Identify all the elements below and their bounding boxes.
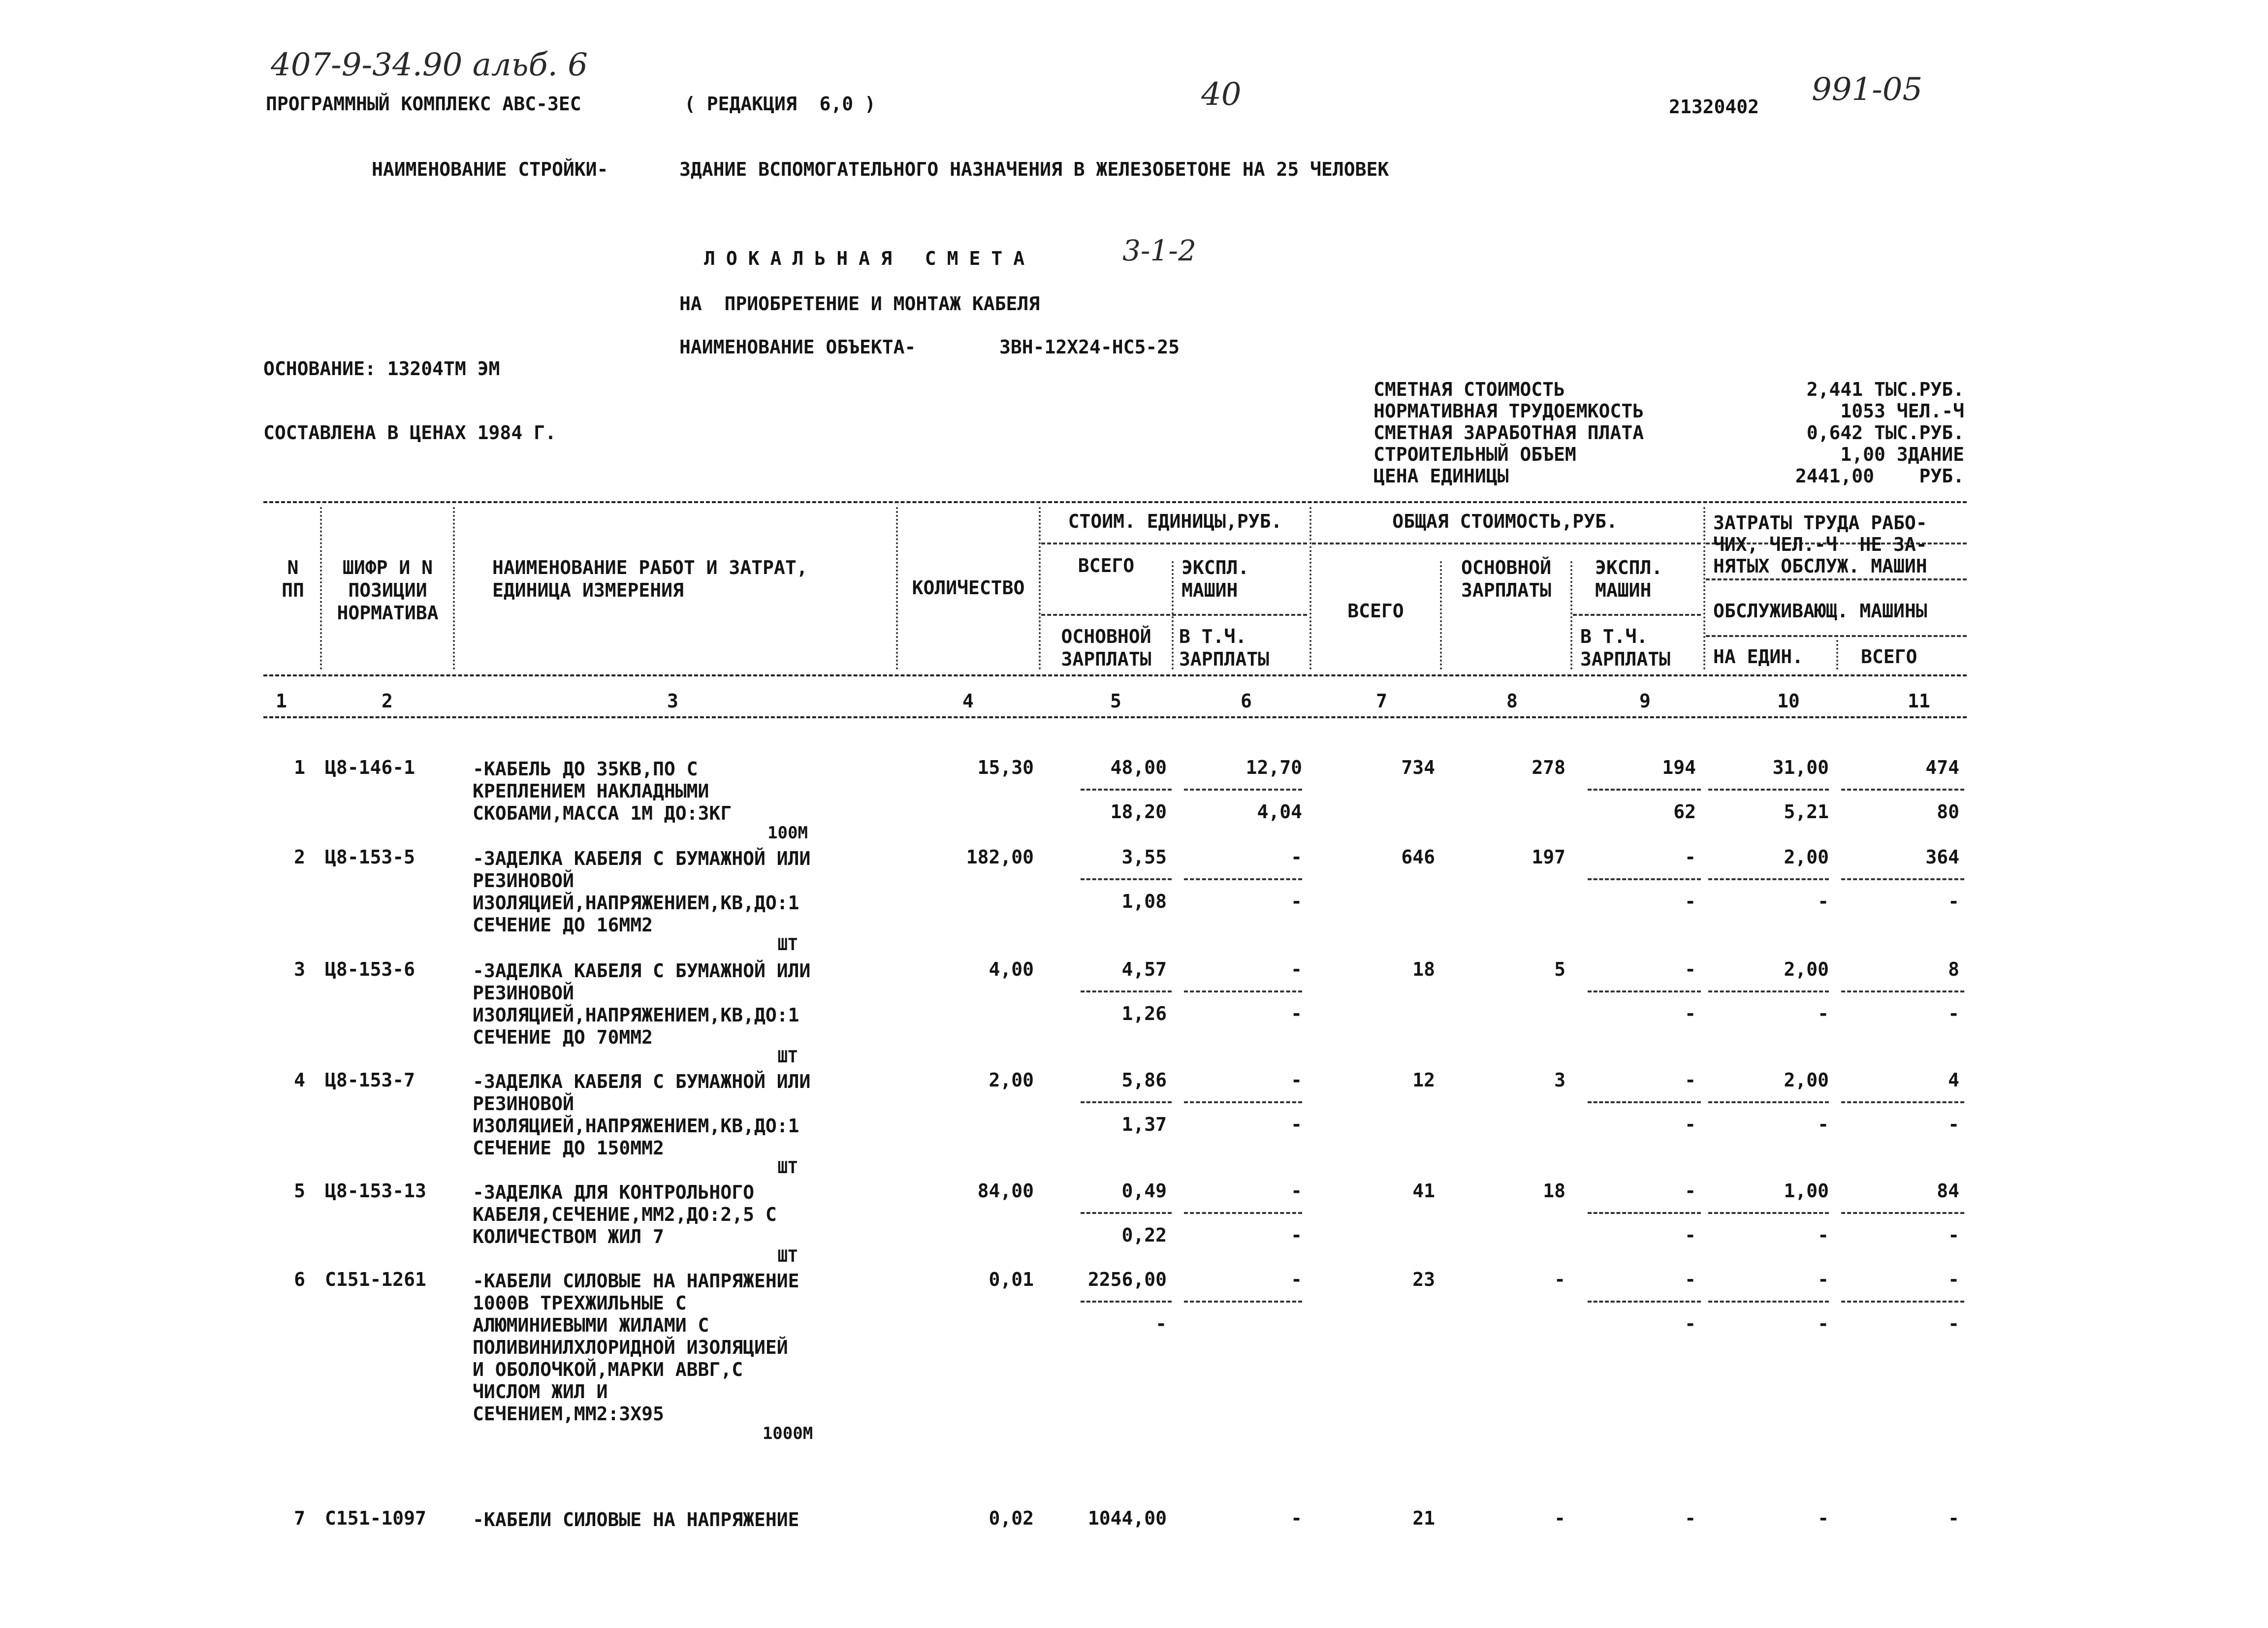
col-divider bbox=[1310, 507, 1311, 670]
row-value-c11a: 364 bbox=[1925, 846, 1959, 868]
row-value-c6a: - bbox=[1291, 1069, 1302, 1091]
row-work-name: -ЗАДЕЛКА ДЛЯ КОНТРОЛЬНОГО КАБЕЛЯ,СЕЧЕНИЕ,ММ2,ДО:2,5 С КОЛИЧЕСТВОМ ЖИЛ 7 bbox=[473, 1181, 777, 1247]
row-value-c8: 5 bbox=[1554, 958, 1565, 980]
program-name: ПРОГРАММНЫЙ КОМПЛЕКС АВС-ЗЕС bbox=[266, 93, 581, 115]
summary-label: СМЕТНАЯ СТОИМОСТЬ bbox=[1374, 379, 1565, 400]
construction-name: ЗДАНИЕ ВСПОМОГАТЕЛЬНОГО НАЗНАЧЕНИЯ В ЖЕЛЕЗОБЕТОНЕ НА 25 ЧЕЛОВЕК bbox=[679, 159, 1389, 180]
row-norm-code: Ц8-146-1 bbox=[325, 757, 415, 778]
row-value-c10b: - bbox=[1818, 891, 1829, 912]
row-value-c10b: - bbox=[1818, 1003, 1829, 1024]
cell-split-rule bbox=[1708, 1301, 1829, 1303]
row-value-c6b: - bbox=[1291, 1003, 1302, 1024]
header-norm-code: ШИФР И N ПОЗИЦИИ НОРМАТИВА bbox=[337, 557, 439, 624]
cell-split-rule bbox=[1708, 878, 1829, 880]
sub-rule bbox=[1041, 543, 1307, 544]
row-work-name: -КАБЕЛЬ ДО 35КВ,ПО С КРЕПЛЕНИЕМ НАКЛАДНЫМИ СКОБАМИ,МАССА 1М ДО:3КГ bbox=[473, 758, 732, 824]
cell-split-rule bbox=[1708, 990, 1829, 992]
sub-rule bbox=[1573, 614, 1701, 616]
row-value-c9a: - bbox=[1685, 846, 1696, 868]
column-number: 2 bbox=[382, 690, 393, 712]
row-value-c5b: 18,20 bbox=[1110, 801, 1167, 823]
col-divider bbox=[320, 507, 322, 670]
row-value-c10b: 5,21 bbox=[1784, 801, 1829, 823]
document-code: 21320402 bbox=[1669, 96, 1759, 118]
cell-split-rule bbox=[1841, 1301, 1964, 1303]
row-value-c10a: 1,00 bbox=[1784, 1180, 1829, 1202]
object-label: НАИМЕНОВАНИЕ ОБЪЕКТА- bbox=[679, 336, 916, 358]
row-value-c6a: - bbox=[1291, 1180, 1302, 1202]
row-value-c7: 23 bbox=[1412, 1269, 1435, 1290]
row-value-c10a: - bbox=[1818, 1507, 1829, 1529]
row-value-c8: 197 bbox=[1532, 846, 1565, 868]
cell-split-rule bbox=[1588, 789, 1701, 791]
col-divider bbox=[1836, 640, 1838, 670]
row-value-c5a: 48,00 bbox=[1110, 757, 1167, 778]
row-value-qty: 2,00 bbox=[989, 1069, 1034, 1091]
column-number: 8 bbox=[1506, 690, 1518, 712]
column-number: 9 bbox=[1639, 690, 1651, 712]
row-value-c8: 278 bbox=[1532, 757, 1565, 778]
row-number: 2 bbox=[294, 846, 305, 868]
column-number: 4 bbox=[962, 690, 974, 712]
construction-label: НАИМЕНОВАНИЕ СТРОЙКИ- bbox=[372, 159, 608, 180]
cell-split-rule bbox=[1588, 1301, 1701, 1303]
handwritten-estimate-number: 3-1-2 bbox=[1122, 234, 1196, 267]
row-value-c7: 41 bbox=[1412, 1180, 1435, 1202]
cell-split-rule bbox=[1708, 789, 1829, 791]
row-unit: ШТ bbox=[777, 1158, 798, 1178]
summary-label: ЦЕНА ЕДИНИЦЫ bbox=[1374, 465, 1509, 487]
row-value-c8: 3 bbox=[1554, 1069, 1565, 1091]
summary-value: 2,441 ТЫС.РУБ. bbox=[1806, 379, 1964, 400]
row-value-c11b: - bbox=[1948, 1224, 1959, 1246]
row-value-c11b: - bbox=[1948, 891, 1959, 912]
header-total-all: ВСЕГО bbox=[1347, 600, 1404, 622]
header-row-number: N ПП bbox=[282, 557, 304, 601]
summary-label: НОРМАТИВНАЯ ТРУДОЕМКОСТЬ bbox=[1374, 400, 1644, 422]
row-work-name: -ЗАДЕЛКА КАБЕЛЯ С БУМАЖНОЙ ИЛИ РЕЗИНОВОЙ ИЗОЛЯЦИЕЙ,НАПРЯЖЕНИЕМ,КВ,ДО:1 СЕЧЕНИЕ ДО 150ММ2 bbox=[473, 1071, 811, 1159]
row-value-c11a: 4 bbox=[1948, 1069, 1959, 1091]
row-value-c10b: - bbox=[1818, 1313, 1829, 1335]
row-value-c11a: 84 bbox=[1937, 1180, 1959, 1202]
row-value-c9a: - bbox=[1685, 958, 1696, 980]
row-value-c6b: - bbox=[1291, 1114, 1302, 1135]
sub-rule bbox=[1706, 635, 1967, 637]
cell-split-rule bbox=[1081, 1301, 1172, 1303]
row-value-c5a: 2256,00 bbox=[1087, 1269, 1167, 1290]
row-value-qty: 15,30 bbox=[977, 757, 1034, 778]
row-value-c11a: 8 bbox=[1948, 958, 1959, 980]
row-value-c6b: - bbox=[1291, 1224, 1302, 1246]
numbers-bottom-rule bbox=[263, 716, 1967, 718]
row-value-c5a: 3,55 bbox=[1121, 846, 1167, 868]
cell-split-rule bbox=[1081, 990, 1172, 992]
summary-value: 1053 ЧЕЛ.-Ч bbox=[1840, 400, 1964, 422]
row-work-name: -КАБЕЛИ СИЛОВЫЕ НА НАПРЯЖЕНИЕ bbox=[473, 1509, 799, 1531]
cell-split-rule bbox=[1184, 1301, 1302, 1303]
cell-split-rule bbox=[1588, 878, 1701, 880]
cell-split-rule bbox=[1184, 878, 1302, 880]
row-work-name: -ЗАДЕЛКА КАБЕЛЯ С БУМАЖНОЙ ИЛИ РЕЗИНОВОЙ ИЗОЛЯЦИЕЙ,НАПРЯЖЕНИЕМ,КВ,ДО:1 СЕЧЕНИЕ ДО 70ММ2 bbox=[473, 960, 811, 1048]
row-unit: ШТ bbox=[777, 1047, 798, 1067]
row-value-c11b: - bbox=[1948, 1313, 1959, 1335]
row-value-c8: - bbox=[1554, 1269, 1565, 1290]
price-level-line: СОСТАВЛЕНА В ЦЕНАХ 1984 Г. bbox=[263, 422, 556, 444]
row-value-c5b: 1,08 bbox=[1121, 891, 1167, 912]
row-value-c6a: - bbox=[1291, 1507, 1302, 1529]
row-value-c9a: - bbox=[1685, 1180, 1696, 1202]
cell-split-rule bbox=[1841, 1101, 1964, 1103]
column-number: 11 bbox=[1908, 690, 1930, 712]
row-value-c11b: - bbox=[1948, 1114, 1959, 1135]
row-value-c9b: 62 bbox=[1673, 801, 1696, 823]
sub-rule bbox=[1041, 614, 1307, 616]
summary-value: 0,642 ТЫС.РУБ. bbox=[1806, 422, 1964, 444]
cell-split-rule bbox=[1708, 1212, 1829, 1214]
cell-split-rule bbox=[1708, 1101, 1829, 1103]
header-labor-machines: ОБСЛУЖИВАЮЩ. МАШИНЫ bbox=[1713, 600, 1927, 622]
row-norm-code: Ц8-153-13 bbox=[325, 1180, 426, 1202]
row-value-c10a: - bbox=[1818, 1269, 1829, 1290]
header-labor-per-unit: НА ЕДИН. bbox=[1713, 646, 1804, 668]
row-unit: ШТ bbox=[777, 935, 798, 955]
cell-split-rule bbox=[1841, 990, 1964, 992]
row-value-c9a: - bbox=[1685, 1069, 1696, 1091]
row-value-c8: 18 bbox=[1543, 1180, 1565, 1202]
header-total-machines: ЭКСПЛ. МАШИН bbox=[1595, 557, 1663, 601]
row-value-c11b: 80 bbox=[1937, 801, 1959, 823]
handwritten-sheet-ref: 991-05 bbox=[1812, 71, 1923, 108]
cell-split-rule bbox=[1081, 789, 1172, 791]
row-value-c10a: 2,00 bbox=[1784, 846, 1829, 868]
row-value-qty: 4,00 bbox=[989, 958, 1034, 980]
summary-value: 1,00 ЗДАНИЕ bbox=[1840, 444, 1964, 465]
header-unit-cost: СТОИМ. ЕДИНИЦЫ,РУБ. bbox=[1068, 511, 1282, 532]
row-value-c7: 21 bbox=[1412, 1507, 1435, 1529]
header-total-cost: ОБЩАЯ СТОИМОСТЬ,РУБ. bbox=[1392, 511, 1618, 532]
row-value-c9a: 194 bbox=[1662, 757, 1696, 778]
cell-split-rule bbox=[1588, 1101, 1701, 1103]
cell-split-rule bbox=[1841, 878, 1964, 880]
cell-split-rule bbox=[1184, 1101, 1302, 1103]
row-unit: 1000М bbox=[762, 1424, 813, 1443]
header-labor-total: ВСЕГО bbox=[1861, 646, 1917, 668]
cell-split-rule bbox=[1184, 1212, 1302, 1214]
row-value-c5a: 0,49 bbox=[1121, 1180, 1167, 1202]
column-number: 3 bbox=[667, 690, 678, 712]
row-value-c7: 646 bbox=[1401, 846, 1435, 868]
row-value-qty: 0,01 bbox=[989, 1269, 1034, 1290]
row-number: 3 bbox=[294, 958, 305, 980]
row-value-c10a: 2,00 bbox=[1784, 958, 1829, 980]
row-value-c5a: 5,86 bbox=[1121, 1069, 1167, 1091]
row-value-c9b: - bbox=[1685, 1003, 1696, 1024]
row-value-c5b: - bbox=[1155, 1313, 1167, 1335]
program-edition: ( РЕДАКЦИЯ 6,0 ) bbox=[684, 93, 876, 115]
row-norm-code: С151-1261 bbox=[325, 1269, 426, 1290]
row-value-c9b: - bbox=[1685, 1313, 1696, 1335]
document-subtitle: НА ПРИОБРЕТЕНИЕ И МОНТАЖ КАБЕЛЯ bbox=[679, 293, 1040, 315]
cell-split-rule bbox=[1588, 1212, 1701, 1214]
table-top-rule bbox=[263, 501, 1967, 503]
summary-value: 2441,00 РУБ. bbox=[1795, 465, 1964, 487]
header-bottom-rule bbox=[263, 674, 1967, 676]
sub-rule bbox=[1312, 543, 1701, 544]
row-value-c5b: 1,26 bbox=[1121, 1003, 1167, 1024]
col-divider bbox=[1703, 507, 1705, 670]
header-total-machine-wage: В Т.Ч. ЗАРПЛАТЫ bbox=[1580, 626, 1671, 670]
header-work-name: НАИМЕНОВАНИЕ РАБОТ И ЗАТРАТ, ЕДИНИЦА ИЗМЕРЕНИЯ bbox=[492, 557, 808, 601]
row-value-c6a: - bbox=[1291, 846, 1302, 868]
cell-split-rule bbox=[1588, 990, 1701, 992]
row-value-c9b: - bbox=[1685, 1224, 1696, 1246]
row-value-c8: - bbox=[1554, 1507, 1565, 1529]
cell-split-rule bbox=[1841, 1212, 1964, 1214]
sub-rule bbox=[1706, 578, 1967, 580]
row-value-c5a: 1044,00 bbox=[1087, 1507, 1167, 1529]
header-quantity: КОЛИЧЕСТВО bbox=[912, 577, 1025, 599]
header-unit-wage: ОСНОВНОЙ ЗАРПЛАТЫ bbox=[1061, 626, 1151, 670]
row-value-c10b: - bbox=[1818, 1114, 1829, 1135]
row-work-name: -ЗАДЕЛКА КАБЕЛЯ С БУМАЖНОЙ ИЛИ РЕЗИНОВОЙ ИЗОЛЯЦИЕЙ,НАПРЯЖЕНИЕМ,КВ,ДО:1 СЕЧЕНИЕ ДО 16ММ2 bbox=[473, 848, 811, 936]
column-number: 10 bbox=[1777, 690, 1800, 712]
row-norm-code: Ц8-153-6 bbox=[325, 958, 415, 980]
row-value-c9b: - bbox=[1685, 1114, 1696, 1135]
cell-split-rule bbox=[1081, 1101, 1172, 1103]
cell-split-rule bbox=[1184, 990, 1302, 992]
row-value-c6a: 12,70 bbox=[1246, 757, 1302, 778]
col-divider bbox=[453, 507, 455, 670]
row-unit: 100М bbox=[767, 823, 808, 843]
document-title: ЛОКАЛЬНАЯ СМЕТА bbox=[704, 248, 1036, 269]
row-value-c11a: - bbox=[1948, 1269, 1959, 1290]
header-labor: ЗАТРАТЫ ТРУДА РАБО- ЧИХ, ЧЕЛ.-Ч НЕ ЗА- НЯТЫХ ОБСЛУЖ. МАШИН bbox=[1713, 512, 1927, 577]
row-value-c6a: - bbox=[1291, 958, 1302, 980]
row-value-c11b: - bbox=[1948, 1003, 1959, 1024]
row-value-c10b: - bbox=[1818, 1224, 1829, 1246]
row-value-c6b: - bbox=[1291, 891, 1302, 912]
column-number: 6 bbox=[1241, 690, 1252, 712]
basis-line: ОСНОВАНИЕ: 13204ТМ ЭМ bbox=[263, 358, 500, 380]
row-value-c7: 12 bbox=[1412, 1069, 1435, 1091]
row-value-c11a: - bbox=[1948, 1507, 1959, 1529]
row-value-qty: 84,00 bbox=[977, 1180, 1034, 1202]
row-norm-code: Ц8-153-5 bbox=[325, 846, 415, 868]
row-work-name: -КАБЕЛИ СИЛОВЫЕ НА НАПРЯЖЕНИЕ 1000В ТРЕХЖИЛЬНЫЕ С АЛЮМИНИЕВЫМИ ЖИЛАМИ С ПОЛИВИНИЛХЛОРИДНОЙ ИЗОЛЯЦИЕЙ И ОБОЛОЧКОЙ,МАРКИ АВВГ,С ЧИСЛОМ ЖИЛ И СЕЧЕНИЕМ,ММ2:3Х95 bbox=[473, 1270, 799, 1425]
row-unit: ШТ bbox=[777, 1246, 798, 1266]
summary-label: СМЕТНАЯ ЗАРАБОТНАЯ ПЛАТА bbox=[1374, 422, 1644, 444]
row-value-c6b: 4,04 bbox=[1257, 801, 1302, 823]
cell-split-rule bbox=[1184, 789, 1302, 791]
row-value-c10a: 2,00 bbox=[1784, 1069, 1829, 1091]
object-name: ЗВН-12Х24-НС5-25 bbox=[999, 336, 1180, 358]
row-norm-code: Ц8-153-7 bbox=[325, 1069, 415, 1091]
column-number: 1 bbox=[276, 690, 287, 712]
row-value-c7: 734 bbox=[1401, 757, 1435, 778]
row-number: 7 bbox=[294, 1507, 305, 1529]
header-total-wage: ОСНОВНОЙ ЗАРПЛАТЫ bbox=[1461, 557, 1552, 601]
cell-split-rule bbox=[1841, 789, 1964, 791]
handwritten-page-number: 40 bbox=[1201, 76, 1242, 113]
row-value-c9a: - bbox=[1685, 1269, 1696, 1290]
row-number: 5 bbox=[294, 1180, 305, 1202]
row-value-c5b: 1,37 bbox=[1121, 1114, 1167, 1135]
row-value-c7: 18 bbox=[1412, 958, 1435, 980]
cell-split-rule bbox=[1081, 878, 1172, 880]
row-norm-code: С151-1097 bbox=[325, 1507, 426, 1529]
row-value-c9a: - bbox=[1685, 1507, 1696, 1529]
summary-label: СТРОИТЕЛЬНЫЙ ОБЪЕМ bbox=[1374, 444, 1576, 465]
row-value-c11a: 474 bbox=[1925, 757, 1959, 778]
header-unit-total: ВСЕГО bbox=[1078, 555, 1135, 576]
header-unit-machine-wage: В Т.Ч. ЗАРПЛАТЫ bbox=[1179, 626, 1270, 670]
row-value-c5a: 4,57 bbox=[1121, 958, 1167, 980]
row-number: 6 bbox=[294, 1269, 305, 1290]
row-value-c10a: 31,00 bbox=[1772, 757, 1829, 778]
row-value-qty: 0,02 bbox=[989, 1507, 1034, 1529]
row-value-c5b: 0,22 bbox=[1121, 1224, 1167, 1246]
row-value-qty: 182,00 bbox=[966, 846, 1034, 868]
handwritten-album-ref: 407-9-34.90 альб. 6 bbox=[271, 47, 588, 83]
row-number: 1 bbox=[294, 757, 305, 778]
column-number: 7 bbox=[1376, 690, 1387, 712]
column-number: 5 bbox=[1110, 690, 1121, 712]
row-value-c6a: - bbox=[1291, 1269, 1302, 1290]
row-number: 4 bbox=[294, 1069, 305, 1091]
header-unit-machines: ЭКСПЛ. МАШИН bbox=[1182, 557, 1249, 601]
row-value-c9b: - bbox=[1685, 891, 1696, 912]
cell-split-rule bbox=[1081, 1212, 1172, 1214]
